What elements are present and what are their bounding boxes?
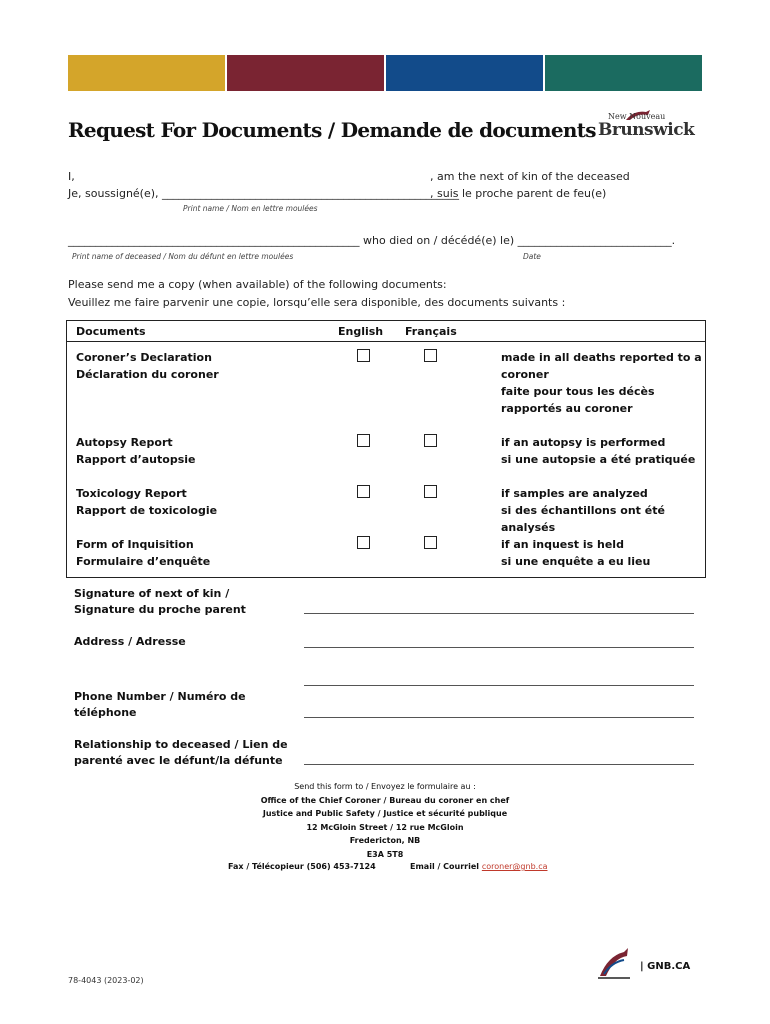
signature-label-fr: Signature du proche parent <box>74 603 246 616</box>
logo-big-text: Brunswick <box>598 120 695 140</box>
address-label: Address / Adresse <box>74 635 186 648</box>
doc-name-fr: Formulaire d’enquête <box>76 555 211 568</box>
gnb-logo-icon <box>594 946 634 982</box>
deceased-hint: Print name of deceased / Nom du défunt en lettre moulées <box>72 252 294 261</box>
doc-note-fr: si des échantillons ont été analysés <box>501 504 665 534</box>
email-label: Email / Courriel <box>410 862 480 871</box>
checkbox-english-declaration[interactable] <box>357 349 370 362</box>
doc-name-en: Coroner’s Declaration <box>76 351 212 364</box>
doc-note-en: made in all deaths reported to a coroner <box>501 351 702 381</box>
relationship-label-1: Relationship to deceased / Lien de <box>74 738 288 751</box>
phone-field[interactable] <box>304 717 694 718</box>
color-band-maroon <box>227 55 384 91</box>
doc-note-fr: faite pour tous les décès rapportés au coroner <box>501 385 655 415</box>
header-francais: Français <box>405 325 457 338</box>
doc-name-fr: Rapport d’autopsie <box>76 453 196 466</box>
doc-name-en: Form of Inquisition <box>76 538 194 551</box>
gnb-website[interactable]: | GNB.CA <box>640 961 691 972</box>
doc-note-en: if an inquest is held <box>501 538 624 551</box>
doc-name-en: Autopsy Report <box>76 436 173 449</box>
intro-line1-prefix: I, <box>68 170 75 183</box>
doc-note-fr: si une autopsie a été pratiquée <box>501 453 696 466</box>
intro-line2-suffix: , suis le proche parent de feu(e) <box>430 187 607 200</box>
checkbox-francais-autopsy[interactable] <box>424 434 437 447</box>
email-link[interactable]: coroner@gnb.ca <box>481 862 548 871</box>
email-line <box>410 862 548 871</box>
page-title: Request For Documents / Demande de documents <box>68 118 596 142</box>
send-city: Fredericton, NB <box>349 836 421 845</box>
logo-small-text: New Nouveau <box>608 112 666 121</box>
deceased-line[interactable]: _____________________________________________________ who died on / décédé(e) le) ____________________________. <box>68 234 676 247</box>
phone-label-1: Phone Number / Numéro de <box>74 690 246 703</box>
request-line-fr: Veuillez me faire parvenir une copie, lorsqu’elle sera disponible, des documents suivants : <box>68 296 566 309</box>
checkbox-english-toxicology[interactable] <box>357 485 370 498</box>
relationship-label-2: parenté avec le défunt/la défunte <box>74 754 283 767</box>
header-color-bar <box>68 55 702 91</box>
color-band-gold <box>68 55 225 91</box>
documents-table <box>66 320 706 578</box>
send-street: 12 McGloin Street / 12 rue McGloin <box>306 822 464 832</box>
print-name-hint: Print name / Nom en lettre moulées <box>183 204 318 213</box>
checkbox-english-autopsy[interactable] <box>357 434 370 447</box>
signature-label-en: Signature of next of kin / <box>74 587 230 600</box>
send-to-block <box>200 780 570 861</box>
checkbox-francais-inquisition[interactable] <box>424 536 437 549</box>
intro-line1-suffix: , am the next of kin of the deceased <box>430 170 630 183</box>
doc-name-fr: Déclaration du coroner <box>76 368 219 381</box>
send-dept: Justice and Public Safety / Justice et sécurité publique <box>262 809 508 818</box>
signature-field[interactable] <box>304 613 694 614</box>
form-code: 78-4043 (2023-02) <box>68 976 144 985</box>
color-band-green <box>545 55 702 91</box>
doc-name-en: Toxicology Report <box>76 487 187 500</box>
header-documents: Documents <box>76 325 146 338</box>
doc-note-en: if an autopsy is performed <box>501 436 666 449</box>
address-field-2[interactable] <box>304 685 694 686</box>
new-brunswick-logo <box>596 108 696 150</box>
phone-label-2: téléphone <box>74 706 137 719</box>
doc-name-fr: Rapport de toxicologie <box>76 504 218 517</box>
color-band-blue <box>386 55 543 91</box>
doc-note-en: if samples are analyzed <box>501 487 648 500</box>
checkbox-francais-toxicology[interactable] <box>424 485 437 498</box>
send-office: Office of the Chief Coroner / Bureau du coroner en chef <box>260 795 510 805</box>
date-hint: Date <box>523 252 541 261</box>
fax-number: Fax / Télécopieur (506) 453-7124 <box>228 862 376 871</box>
address-field-1[interactable] <box>304 647 694 648</box>
checkbox-english-inquisition[interactable] <box>357 536 370 549</box>
header-english: English <box>338 325 384 338</box>
send-intro: Send this form to / Envoyez le formulaire au : <box>294 782 476 791</box>
checkbox-francais-declaration[interactable] <box>424 349 437 362</box>
send-postal: E3A 5T8 <box>366 849 404 859</box>
request-line-en: Please send me a copy (when available) of the following documents: <box>68 278 447 291</box>
intro-line2-prefix[interactable]: Je, soussigné(e), ______________________________________________________ <box>68 187 460 200</box>
doc-note-fr: si une enquête a eu lieu <box>501 555 651 568</box>
relationship-field[interactable] <box>304 764 694 765</box>
table-header <box>67 321 705 342</box>
